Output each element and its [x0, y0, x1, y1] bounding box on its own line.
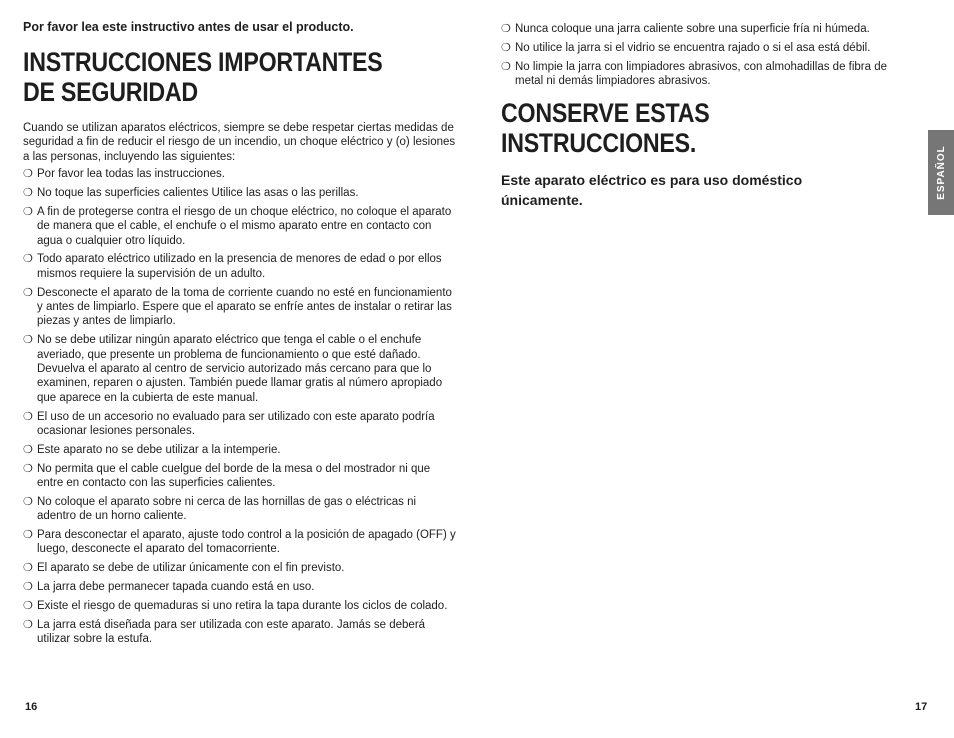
bullet-circle-icon: ❍: [23, 334, 33, 347]
bullet-text: No utilice la jarra si el vidrio se encuentra rajado o si el asa está débil.: [515, 41, 871, 54]
bullet-item: [23, 333, 457, 405]
bullet-circle-icon: ❍: [501, 41, 511, 54]
bullet-circle-icon: ❍: [23, 168, 33, 181]
bullet-circle-icon: ❍: [23, 495, 33, 508]
bullet-text: No permita que el cable cuelgue del borde de la mesa o del mostrador ni que entre en contacto con las superficies calientes.: [37, 462, 431, 490]
bullet-item: [501, 22, 897, 36]
bullet-text: El aparato se debe de utilizar únicamente con el fin previsto.: [37, 562, 345, 575]
bullet-text: Nunca coloque una jarra caliente sobre una superficie fría ni húmeda.: [515, 23, 870, 35]
bullet-item: [23, 495, 457, 524]
bullet-text: Todo aparato eléctrico utilizado en la presencia de menores de edad o por ellos mismos requiere la supervisión de un adulto.: [37, 253, 442, 280]
bullet-circle-icon: ❍: [23, 618, 33, 631]
bullet-item: [23, 205, 457, 248]
bullet-item: [23, 599, 457, 613]
safety-heading-line2: DE SEGURIDAD: [23, 77, 198, 107]
language-tab-label: ESPAÑOL: [935, 145, 947, 200]
intro-paragraph: Cuando se utilizan aparatos eléctricos, siempre se debe respetar ciertas medidas de seguridad a fin de reducir el riesgo de un incendio, un choque eléctrico y (o) lesiones a las personas, incluyendo las siguientes:: [23, 122, 456, 163]
bullet-item: [23, 410, 457, 439]
bullet-text: No coloque el aparato sobre ni cerca de las hornillas de gas o eléctricas ni adentro de un horno caliente.: [37, 495, 417, 523]
household-use-note: Este aparato eléctrico es para uso doméstico únicamente.: [501, 172, 803, 209]
page-number-right: 17: [915, 701, 928, 713]
conserve-heading: [501, 98, 842, 158]
bullet-item: [23, 580, 457, 594]
bullet-circle-icon: ❍: [23, 187, 33, 200]
bullet-circle-icon: ❍: [501, 23, 511, 35]
safety-bullet-list: [23, 167, 457, 646]
bullet-item: [23, 462, 457, 491]
bullet-circle-icon: ❍: [23, 205, 33, 218]
bullet-item: [23, 186, 457, 200]
page-number-left: 16: [25, 701, 38, 713]
bullet-circle-icon: ❍: [23, 286, 33, 299]
bullet-circle-icon: ❍: [23, 462, 33, 475]
bullet-circle-icon: ❍: [23, 410, 33, 423]
safety-heading-line1: INSTRUCCIONES IMPORTANTES: [23, 47, 383, 77]
right-page: [501, 22, 897, 210]
bullet-circle-icon: ❍: [23, 581, 33, 594]
bullet-circle-icon: ❍: [501, 60, 511, 73]
bullet-text: Este aparato no se debe utilizar a la intemperie.: [37, 443, 281, 456]
bullet-text: No toque las superficies calientes Utilice las asas o las perillas.: [37, 187, 359, 200]
bullet-text: Para desconectar el aparato, ajuste todo control a la posición de apagado (OFF) y luego, desconecte el aparato del tomacorriente.: [37, 529, 456, 556]
bullet-item: [23, 528, 457, 557]
bullet-item: [23, 286, 457, 329]
bullet-text: Desconecte el aparato de la toma de corriente cuando no esté en funcionamiento y antes de limpiarlo. Espere que el aparato se enfríe antes de instalar o retirar las piezas y antes de limpiarlo.: [37, 286, 452, 328]
bullet-text: Existe el riesgo de quemaduras si uno retira la tapa durante los ciclos de colado.: [37, 599, 448, 612]
bullet-item: [23, 561, 457, 575]
bullet-text: Por favor lea todas las instrucciones.: [37, 168, 225, 181]
bullet-text: La jarra está diseñada para ser utilizada con este aparato. Jamás se deberá utilizar sobre la estufa.: [37, 618, 426, 646]
bullet-circle-icon: ❍: [23, 529, 33, 542]
bullet-circle-icon: ❍: [23, 253, 33, 266]
jar-bullet-list: [501, 22, 897, 88]
intro-note: Por favor lea este instructivo antes de usar el producto.: [23, 20, 354, 34]
bullet-circle-icon: ❍: [23, 443, 33, 456]
bullet-text: El uso de un accesorio no evaluado para ser utilizado con este aparato podría ocasionar lesiones personales.: [37, 410, 435, 438]
bullet-circle-icon: ❍: [23, 599, 33, 612]
bullet-text: A fin de protegerse contra el riesgo de un choque eléctrico, no coloque el aparato de manera que el cable, el enchufe o el mismo aparato entre en contacto con agua o cualquier otro líquido.: [37, 205, 452, 247]
bullet-item: [501, 60, 897, 89]
bullet-text: No limpie la jarra con limpiadores abrasivos, con almohadillas de fibra de metal ni demás limpiadores abrasivos.: [515, 60, 888, 87]
bullet-item: [23, 443, 457, 457]
safety-heading: [23, 47, 396, 107]
bullet-item: [501, 41, 897, 55]
left-page: [23, 20, 457, 651]
bullet-item: [23, 252, 457, 281]
conserve-heading-line1: CONSERVE ESTAS: [501, 98, 710, 129]
bullet-circle-icon: ❍: [23, 562, 33, 575]
bullet-text: No se debe utilizar ningún aparato eléctrico que tenga el cable o el enchufe averiado, que presente un problema de funcionamiento o que esté dañado. Devuelva el aparato al centro de servicio autorizado más cercano para que lo examinen, reparen o ajusten. También puede llamar gratis al número apropiado que aparece en la cubierta de este manual.: [37, 334, 443, 404]
conserve-heading-line2: INSTRUCCIONES.: [501, 128, 697, 159]
language-tab: [928, 130, 954, 215]
bullet-item: [23, 618, 457, 647]
bullet-item: [23, 167, 457, 181]
bullet-text: La jarra debe permanecer tapada cuando está en uso.: [37, 581, 315, 594]
